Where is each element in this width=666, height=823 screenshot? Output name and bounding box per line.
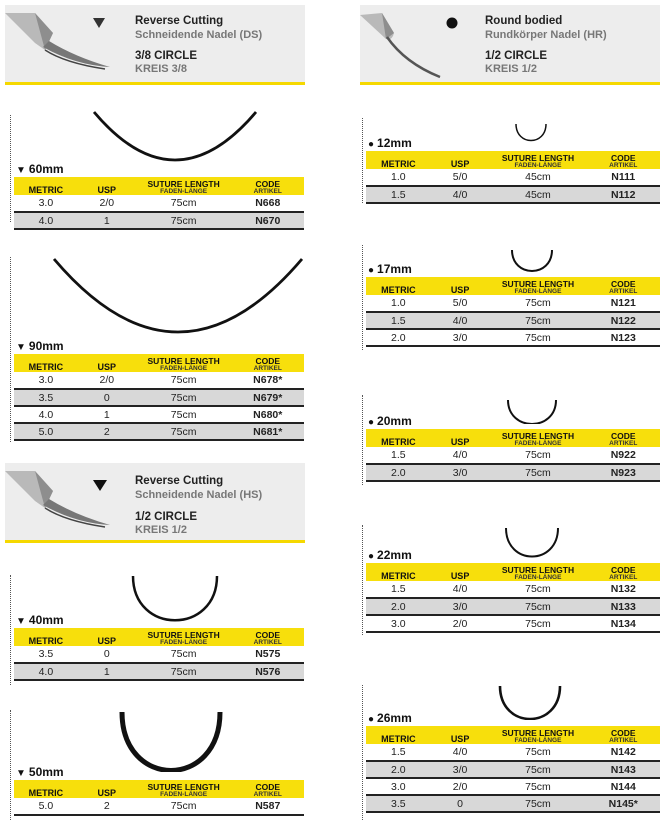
header-subtitle: Schneidende Nadel (DS)	[135, 29, 263, 41]
table-row	[366, 447, 660, 464]
suture-length-cell: 75cm	[136, 798, 232, 815]
column-header-code: CODE ARTIKEL	[231, 354, 304, 372]
code-cell: N142	[586, 744, 660, 761]
needle-arc-90mm	[50, 255, 306, 340]
spec-table-90mm	[14, 354, 304, 441]
table-row	[366, 312, 660, 329]
dotted-guide-line	[10, 257, 11, 442]
column-header-code: CODE ARTIKEL	[586, 151, 660, 169]
code-cell: N575	[231, 646, 304, 663]
header-title: Reverse Cutting	[135, 475, 224, 487]
code-cell: N922	[586, 447, 660, 464]
usp-cell: 3/0	[431, 464, 490, 481]
suture-length-cell: 75cm	[136, 212, 232, 229]
metric-cell: 3.5	[14, 389, 78, 406]
code-cell: N587	[231, 798, 304, 815]
code-cell: N112	[586, 186, 660, 203]
size-label-90mm: ▼ 90mm	[16, 339, 64, 353]
usp-cell: 4/0	[431, 447, 490, 464]
table-row	[14, 372, 304, 389]
usp-cell: 0	[431, 795, 490, 812]
metric-cell: 3.0	[14, 372, 78, 389]
needle-arc-26mm	[498, 684, 562, 720]
size-label-26mm: ● 26mm	[368, 711, 412, 725]
usp-cell: 2/0	[78, 372, 136, 389]
table-row	[14, 663, 304, 680]
code-cell: N668	[231, 195, 304, 212]
column-header-metric: METRIC	[366, 429, 431, 447]
metric-cell: 1.0	[366, 295, 431, 312]
usp-cell: 4/0	[431, 186, 490, 203]
header-round-bodied	[360, 5, 660, 85]
size-label-40mm: ▼ 40mm	[16, 613, 64, 627]
spec-table-60mm	[14, 177, 304, 230]
code-cell: N670	[231, 212, 304, 229]
table-row	[366, 615, 660, 632]
code-cell: N679*	[231, 389, 304, 406]
table-row	[14, 798, 304, 815]
usp-cell: 0	[78, 389, 136, 406]
code-cell: N923	[586, 464, 660, 481]
table-header-row	[366, 429, 660, 447]
code-cell: N123	[586, 329, 660, 346]
column-header-suture-length: SUTURE LENGTH FADEN-LÄNGE	[489, 563, 586, 581]
usp-cell: 3/0	[431, 598, 490, 615]
column-header-code: CODE ARTIKEL	[586, 563, 660, 581]
table-header-row	[366, 277, 660, 295]
suture-length-cell: 75cm	[489, 744, 586, 761]
metric-cell: 5.0	[14, 798, 78, 815]
column-header-metric: METRIC	[14, 780, 78, 798]
suture-length-cell: 75cm	[489, 761, 586, 778]
metric-cell: 1.5	[366, 186, 431, 203]
dotted-guide-line	[10, 710, 11, 820]
code-cell: N122	[586, 312, 660, 329]
column-header-metric: METRIC	[14, 354, 78, 372]
metric-cell: 1.5	[366, 312, 431, 329]
table-row	[366, 329, 660, 346]
suture-length-cell: 75cm	[489, 598, 586, 615]
needle-arc-17mm	[510, 248, 554, 272]
suture-length-cell: 75cm	[489, 329, 586, 346]
size-label-60mm: ▼ 60mm	[16, 162, 64, 176]
usp-cell: 3/0	[431, 329, 490, 346]
column-header-usp: USP	[431, 563, 490, 581]
table-row	[14, 423, 304, 440]
table-header-row	[366, 563, 660, 581]
column-header-metric: METRIC	[366, 726, 431, 744]
triangle-icon	[93, 18, 105, 29]
metric-cell: 1.5	[366, 581, 431, 598]
usp-cell: 2/0	[431, 778, 490, 795]
column-header-suture-length: SUTURE LENGTH FADEN-LÄNGE	[136, 177, 232, 195]
column-header-usp: USP	[78, 628, 136, 646]
suture-length-cell: 75cm	[489, 312, 586, 329]
spec-table-12mm	[366, 151, 660, 204]
table-header-row	[366, 151, 660, 169]
table-header-row	[366, 726, 660, 744]
column-header-usp: USP	[431, 726, 490, 744]
table-row	[366, 795, 660, 812]
table-header-row	[14, 354, 304, 372]
column-header-usp: USP	[78, 354, 136, 372]
size-label-12mm: ● 12mm	[368, 136, 412, 150]
metric-cell: 2.0	[366, 464, 431, 481]
table-row	[366, 464, 660, 481]
metric-cell: 3.0	[366, 615, 431, 632]
usp-cell: 4/0	[431, 744, 490, 761]
usp-cell: 1	[78, 212, 136, 229]
table-row	[366, 581, 660, 598]
dotted-guide-line	[362, 525, 363, 635]
spec-table-40mm	[14, 628, 304, 681]
table-row	[366, 761, 660, 778]
spec-table-26mm	[366, 726, 660, 813]
usp-cell: 1	[78, 406, 136, 423]
metric-cell: 3.5	[366, 795, 431, 812]
needle-round-illustration	[360, 5, 480, 85]
column-header-code: CODE ARTIKEL	[586, 277, 660, 295]
dotted-guide-line	[362, 118, 363, 203]
metric-cell: 2.0	[366, 598, 431, 615]
suture-length-cell: 75cm	[136, 423, 232, 440]
code-cell: N678*	[231, 372, 304, 389]
dotted-guide-line	[10, 115, 11, 222]
header-reverse-cutting-ds	[5, 5, 305, 85]
column-header-suture-length: SUTURE LENGTH FADEN-LÄNGE	[136, 780, 232, 798]
code-cell: N576	[231, 663, 304, 680]
suture-length-cell: 75cm	[136, 663, 232, 680]
metric-cell: 3.0	[366, 778, 431, 795]
circle-icon	[446, 17, 458, 29]
column-header-metric: METRIC	[366, 277, 431, 295]
header-title: Round bodied	[485, 15, 563, 27]
code-cell: N121	[586, 295, 660, 312]
metric-cell: 1.0	[366, 169, 431, 186]
suture-length-cell: 75cm	[489, 464, 586, 481]
metric-cell: 2.0	[366, 329, 431, 346]
column-header-code: CODE ARTIKEL	[231, 628, 304, 646]
table-header-row	[14, 780, 304, 798]
header-title: Reverse Cutting	[135, 15, 224, 27]
metric-cell: 4.0	[14, 212, 78, 229]
table-row	[366, 295, 660, 312]
suture-length-cell: 75cm	[489, 295, 586, 312]
usp-cell: 2/0	[78, 195, 136, 212]
table-row	[14, 212, 304, 229]
header-curve: 1/2 CIRCLE	[485, 50, 547, 62]
column-header-code: CODE ARTIKEL	[586, 726, 660, 744]
table-row	[366, 169, 660, 186]
spec-table-17mm	[366, 277, 660, 347]
column-header-suture-length: SUTURE LENGTH FADEN-LÄNGE	[136, 354, 232, 372]
usp-cell: 5/0	[431, 169, 490, 186]
column-header-suture-length: SUTURE LENGTH FADEN-LÄNGE	[489, 277, 586, 295]
usp-cell: 5/0	[431, 295, 490, 312]
needle-tip-illustration	[5, 463, 125, 543]
metric-cell: 4.0	[14, 406, 78, 423]
needle-arc-60mm	[90, 108, 260, 173]
header-curve-de: KREIS 1/2	[135, 524, 187, 536]
table-row	[366, 778, 660, 795]
metric-cell: 1.5	[366, 744, 431, 761]
table-header-row	[14, 628, 304, 646]
column-header-usp: USP	[431, 151, 490, 169]
header-curve: 1/2 CIRCLE	[135, 511, 197, 523]
size-label-17mm: ● 17mm	[368, 262, 412, 276]
code-cell: N134	[586, 615, 660, 632]
column-header-suture-length: SUTURE LENGTH FADEN-LÄNGE	[489, 726, 586, 744]
table-row	[14, 406, 304, 423]
usp-cell: 2/0	[431, 615, 490, 632]
dotted-guide-line	[362, 245, 363, 350]
usp-cell: 0	[78, 646, 136, 663]
table-row	[366, 186, 660, 203]
usp-cell: 2	[78, 423, 136, 440]
usp-cell: 1	[78, 663, 136, 680]
column-header-usp: USP	[78, 780, 136, 798]
suture-length-cell: 75cm	[136, 195, 232, 212]
header-subtitle: Rundkörper Nadel (HR)	[485, 29, 607, 41]
code-cell: N144	[586, 778, 660, 795]
header-curve: 3/8 CIRCLE	[135, 50, 197, 62]
metric-cell: 5.0	[14, 423, 78, 440]
code-cell: N680*	[231, 406, 304, 423]
table-row	[366, 744, 660, 761]
header-subtitle: Schneidende Nadel (HS)	[135, 489, 263, 501]
needle-tip-illustration	[5, 5, 125, 85]
metric-cell: 1.5	[366, 447, 431, 464]
usp-cell: 3/0	[431, 761, 490, 778]
column-header-usp: USP	[431, 429, 490, 447]
table-row	[14, 646, 304, 663]
code-cell: N133	[586, 598, 660, 615]
triangle-icon	[93, 480, 107, 492]
dotted-guide-line	[362, 685, 363, 820]
metric-cell: 4.0	[14, 663, 78, 680]
size-label-20mm: ● 20mm	[368, 414, 412, 428]
header-curve-de: KREIS 1/2	[485, 63, 537, 75]
usp-cell: 4/0	[431, 581, 490, 598]
code-cell: N143	[586, 761, 660, 778]
column-header-code: CODE ARTIKEL	[231, 177, 304, 195]
column-header-suture-length: SUTURE LENGTH FADEN-LÄNGE	[136, 628, 232, 646]
suture-length-cell: 45cm	[489, 186, 586, 203]
table-header-row	[14, 177, 304, 195]
needle-arc-12mm	[514, 122, 548, 142]
spec-table-50mm	[14, 780, 304, 816]
needle-arc-22mm	[504, 526, 560, 558]
table-row	[14, 389, 304, 406]
suture-length-cell: 75cm	[489, 615, 586, 632]
suture-length-cell: 75cm	[489, 778, 586, 795]
header-reverse-cutting-hs	[5, 463, 305, 543]
size-label-50mm: ▼ 50mm	[16, 765, 64, 779]
column-header-metric: METRIC	[14, 177, 78, 195]
suture-length-cell: 75cm	[489, 581, 586, 598]
column-header-metric: METRIC	[14, 628, 78, 646]
suture-length-cell: 75cm	[136, 372, 232, 389]
column-header-usp: USP	[431, 277, 490, 295]
column-header-metric: METRIC	[366, 151, 431, 169]
code-cell: N132	[586, 581, 660, 598]
column-header-usp: USP	[78, 177, 136, 195]
table-row	[14, 195, 304, 212]
header-curve-de: KREIS 3/8	[135, 63, 187, 75]
dotted-guide-line	[362, 395, 363, 485]
needle-arc-20mm	[506, 398, 558, 424]
size-label-22mm: ● 22mm	[368, 548, 412, 562]
suture-length-cell: 75cm	[136, 389, 232, 406]
usp-cell: 2	[78, 798, 136, 815]
metric-cell: 3.5	[14, 646, 78, 663]
suture-length-cell: 75cm	[489, 447, 586, 464]
column-header-code: CODE ARTIKEL	[231, 780, 304, 798]
metric-cell: 3.0	[14, 195, 78, 212]
column-header-metric: METRIC	[366, 563, 431, 581]
code-cell: N145*	[586, 795, 660, 812]
spec-table-22mm	[366, 563, 660, 633]
suture-length-cell: 75cm	[136, 646, 232, 663]
column-header-suture-length: SUTURE LENGTH FADEN-LÄNGE	[489, 151, 586, 169]
needle-arc-40mm	[130, 573, 220, 623]
suture-length-cell: 75cm	[136, 406, 232, 423]
spec-table-20mm	[366, 429, 660, 482]
column-header-code: CODE ARTIKEL	[586, 429, 660, 447]
column-header-suture-length: SUTURE LENGTH FADEN-LÄNGE	[489, 429, 586, 447]
suture-length-cell: 75cm	[489, 795, 586, 812]
code-cell: N111	[586, 169, 660, 186]
dotted-guide-line	[10, 575, 11, 685]
usp-cell: 4/0	[431, 312, 490, 329]
suture-length-cell: 45cm	[489, 169, 586, 186]
code-cell: N681*	[231, 423, 304, 440]
needle-arc-50mm	[118, 708, 224, 772]
metric-cell: 2.0	[366, 761, 431, 778]
table-row	[366, 598, 660, 615]
